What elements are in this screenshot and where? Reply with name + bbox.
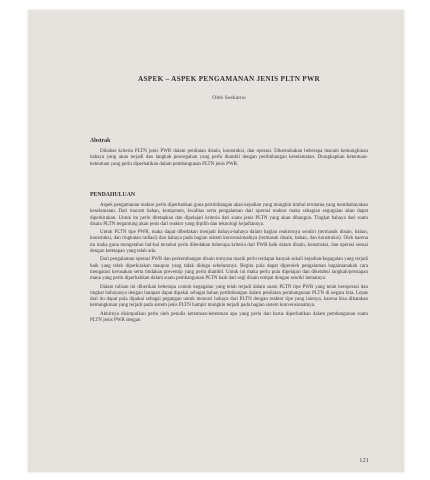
- paper-author: Oleh Soekarno: [212, 95, 246, 101]
- abstract-text: [90, 149, 368, 170]
- abstract-paragraph: Dibahas kriteria PLTN jenis PWR dalam penilaian disain, konstruksi, dan operasi. Dikemukakan beberapa macam kemungkinan bahaya yang akan terjadi dan langkah pencegahan yang perlu diambil dengan pertimbangan keselamatan. Diungkapkan ketentuan-ketentuan yang perlu diperhatikan dalam pembangunan PLTN jenis PWR.: [90, 149, 368, 167]
- intro-paragraph-1: Aspek pengamanan reaktor perlu diperhatikan guna pertimbangan akan kejadian yang mungkin timbul terutama yang membahayakan keselamatan. Dari macam bahan, komponen, kwalitas serta pengalaman dari operasi reaktor maka sebagian segugalan akan dapat diperkirakan. Untuk itu perlu ditetapkan dan dipelajari kriteria dari suatu jenis PLTN yang akan dibangun. Tingkat bahaya dari suatu disain PLTN tergantung akan jenis dari reaktor yang dipilih dan teknologi kejadiannya.: [90, 203, 368, 227]
- intro-paragraph-2: Untuk PLTN tipe PWR, maka dapat dibedakan menjadi bahaya-bahaya dalam bagian reaktornya sendiri (termasuk disain, bahan, konstruksi, dan tingkatan radiasi) dan bahaya pada bagian sistem konvensionalnya (termasuk disain, bahan, dan konstruksi). Oleh karena itu maka guna mengetahui hal-hal tersebut perlu dibedakan beberapa kriteria dari PWR baik dalam disain, konstruksi, dan operasi sesuai dengan ketetapan yang telah ada.: [90, 230, 368, 255]
- intro-text: [90, 203, 368, 326]
- intro-paragraph-3: Dari pengalaman operasi PWR dan perkembangan disain ternyata masih perlu terdapat banyak sekali kejadian/kegagalan yang terjadi baik yang telah diperkirakan maupun yang tidak diduga sebelumnya. Begitu pula dapat diperoleh pengalaman bagaimanakah cara mengatasi kerusakan serta tindakan preventip yang perlu diambil. Untuk ini maka perlu pula dipelajari dan diketahui langkah/persiapan mana yang perlu diperhatikan dalam suatu pembangunan PLTN baik dari segi disain tempat dengan sendiri hematnya.: [90, 257, 368, 282]
- intro-paragraph-5: Akhirnya disimpulkan perlu oleh penulis ketentuan-ketentuan apa yang perlu dan harus diperhatikan dalam pembangunan suatu PLTN jenis PWR dengan: [90, 311, 368, 324]
- page-number: 121: [359, 457, 369, 464]
- abstract-heading: Abstrak: [90, 138, 111, 144]
- intro-paragraph-4: Dalam tulisan ini diberikan beberapa contoh kegagalan yang telah terjadi dalam suatu PLTN tipe PWR yang telah beroperasi dan tingkat bahayanya dengan harapan dapat dipakai sebagai bahan pertimbangan dalam penilaian pembangunan PLTN di negara kita. Lepas dari itu dapat pula dipakai sebagai pegangan untuk mencari bahaya dari PLTN dengan reaktor tipe yang lainnya, karena bisa dikatakan kemungkinan yang terjadi pada sistem jenis PLTN hampir mungkin terjadi pada bagian sistem konvensionalnya.: [90, 284, 368, 309]
- paper-title: ASPEK – ASPEK PENGAMANAN JENIS PLTN PWR: [138, 75, 320, 83]
- intro-heading: PENDAHULUAN: [90, 192, 136, 198]
- document-page: [28, 10, 404, 472]
